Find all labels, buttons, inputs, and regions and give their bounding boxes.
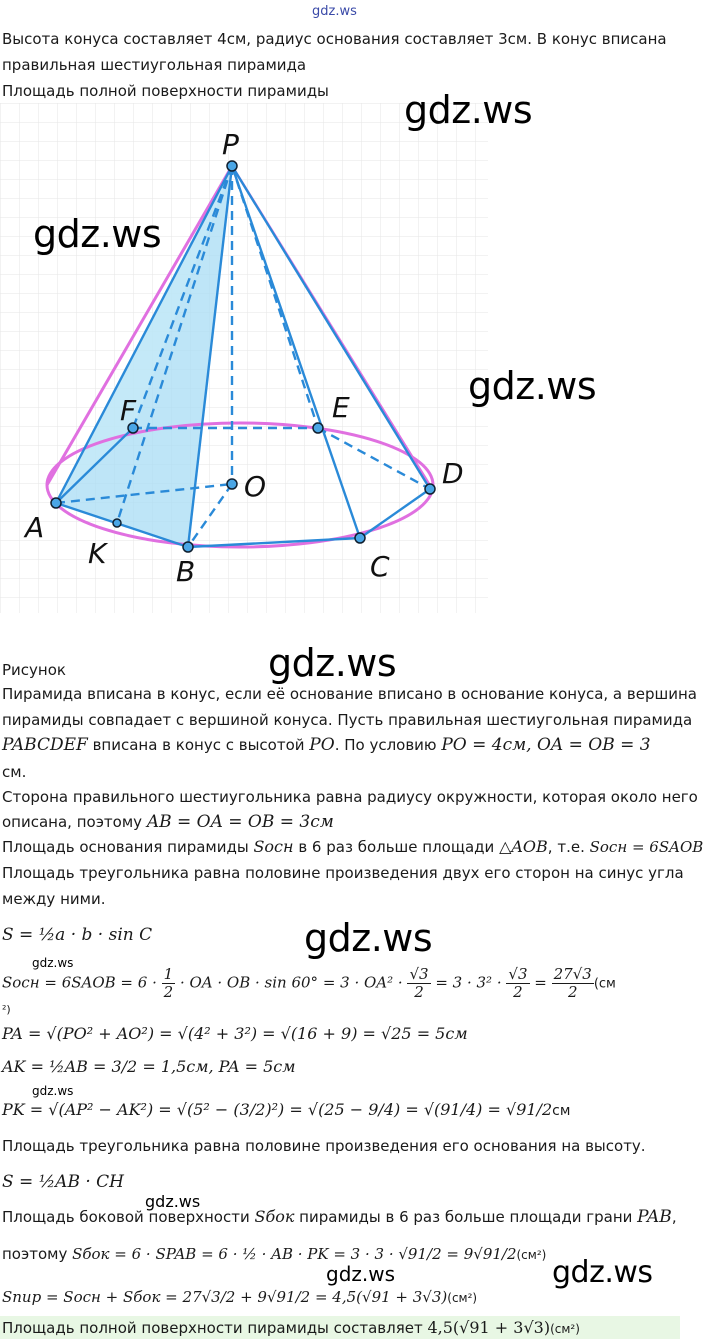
fraction-27sqrt3-2: $\frac{27√3}{2}$ — [553, 965, 592, 1001]
formula-lateral — [2, 1244, 546, 1265]
formula-ak: AK = ½AB = 3/2 = 1,5см, PA = 5см — [2, 1057, 296, 1076]
base-eq: Sосн = 6SAOB — [589, 838, 703, 856]
text: , — [671, 1208, 677, 1226]
point-c — [355, 533, 365, 543]
unit: см — [552, 1103, 571, 1119]
label-a: A — [25, 511, 45, 544]
unit: (см — [593, 976, 616, 992]
watermark-small: gdz.ws — [145, 1192, 201, 1211]
point-d — [425, 484, 435, 494]
unit: (см²) — [447, 1291, 478, 1305]
formula-pa: PA = √(PO² + AO²) = √(4² + 3²) = √(16 + 9) = √25 = 5см — [2, 1024, 468, 1043]
text: · OA · OB · sin 60° = 3 · OA² · — [175, 973, 408, 992]
watermark-small: gdz.ws — [32, 956, 74, 970]
solution-p2-line2 — [2, 812, 334, 832]
point-p — [227, 161, 237, 171]
fraction-sqrt3-2: $\frac{√3}{2}$ — [409, 965, 429, 1001]
watermark: gdz.ws — [304, 916, 433, 960]
label-o: O — [244, 470, 267, 503]
answer-unit: (см²) — [550, 1322, 580, 1336]
solution-p1-line2: пирамиды совпадает с вершиной конуса. Пусть правильная шестиугольная пирамида — [2, 711, 693, 729]
solution-p1-line1: Пирамида вписана в конус, если её основание вписано в основание конуса, а вершина — [2, 685, 697, 703]
formula-total — [2, 1287, 477, 1308]
solution-p1-line3 — [2, 735, 651, 755]
text: . По условию — [334, 736, 442, 754]
text: описана, поэтому — [2, 813, 147, 831]
total-eq: Sпир = Sосн + Sбок = 27√3/2 + 9√91/2 = 4,5(√91 + 3√3) — [2, 1288, 448, 1306]
point-o — [227, 479, 237, 489]
problem-line-1: Высота конуса составляет 4см, радиус основания составляет 3см. В конус вписана — [2, 30, 667, 48]
point-a — [51, 498, 61, 508]
answer-value: 4,5(√91 + 3√3) — [427, 1318, 551, 1337]
text: вписана в конус с высотой — [87, 736, 310, 754]
unit-wrap: ²) — [2, 1003, 11, 1016]
text: = 3 · 3² · — [430, 973, 507, 992]
solution-p4-line1: Площадь треугольника равна половине произведения двух его сторон на синус угла — [2, 864, 684, 882]
solution-p1-line4: см. — [2, 763, 27, 781]
problem-line-3: Площадь полной поверхности пирамиды — [2, 82, 329, 100]
text: пирамиды в 6 раз больше площади грани — [294, 1208, 638, 1226]
height-name: PO — [309, 735, 335, 755]
watermark-top: gdz.ws — [312, 4, 357, 19]
text: Sосн = 6SAOB = 6 · — [2, 973, 162, 992]
fraction-half: $\frac{1}{2}$ — [163, 965, 174, 1001]
point-e — [313, 423, 323, 433]
formula-area-sine: S = ½a · b · sin C — [2, 925, 153, 945]
text: поэтому — [2, 1245, 73, 1263]
grid-background — [0, 103, 488, 613]
solution-p4-line2: между ними. — [2, 890, 106, 908]
watermark-small: gdz.ws — [326, 1262, 396, 1286]
problem-line-2: правильная шестиугольная пирамида — [2, 56, 307, 74]
text: , т.е. — [547, 838, 590, 856]
s-lateral: Sбок — [254, 1207, 295, 1226]
formula-base-area — [2, 966, 616, 1001]
text: в 6 раз больше площади — [293, 838, 500, 856]
triangle-aob: △AOB — [499, 837, 548, 856]
condition-eq: PO = 4см, OA = OB = 3 — [441, 735, 651, 755]
label-e: E — [332, 391, 350, 424]
answer-text: Площадь полной поверхности пирамиды составляет — [2, 1319, 428, 1337]
text: PK = √(AP² − AK²) = √(5² − (3/2)²) = √(25 − 9/4) = √(91/4) = √91/2 — [2, 1100, 553, 1119]
watermark: gdz.ws — [404, 88, 533, 132]
watermark: gdz.ws — [268, 641, 397, 685]
label-p: P — [222, 128, 239, 161]
figure-caption: Рисунок — [2, 661, 66, 679]
solution-p5: Площадь треугольника равна половине произведения его основания на высоту. — [2, 1137, 646, 1155]
solution-p6 — [2, 1207, 677, 1227]
point-k — [113, 519, 121, 527]
unit: (см²) — [516, 1248, 547, 1262]
answer-row — [0, 1316, 680, 1339]
fraction-sqrt3-2: $\frac{√3}{2}$ — [508, 965, 528, 1001]
watermark: gdz.ws — [552, 1255, 653, 1290]
face-name: PAB — [637, 1207, 672, 1227]
label-d: D — [442, 457, 464, 490]
formula-area-height: S = ½AB · CH — [2, 1172, 124, 1192]
answer-line — [2, 1318, 580, 1337]
formula-pk — [2, 1100, 570, 1119]
pyramid-name: PABCDEF — [2, 735, 88, 755]
text: Площадь боковой поверхности — [2, 1208, 255, 1226]
s-base: Sосн — [253, 837, 294, 856]
text: = — [529, 973, 552, 992]
label-f: F — [120, 394, 137, 427]
watermark-small: gdz.ws — [32, 1084, 74, 1098]
label-b: B — [176, 555, 196, 588]
label-k: K — [88, 537, 107, 570]
label-c: C — [370, 550, 390, 583]
solution-p2-line1: Сторона правильного шестиугольника равна радиусу окружности, которая около него — [2, 788, 698, 806]
cone-pyramid-figure — [0, 103, 488, 613]
solution-p3 — [2, 837, 703, 857]
watermark: gdz.ws — [468, 364, 597, 408]
watermark: gdz.ws — [33, 212, 162, 256]
text: Площадь основания пирамиды — [2, 838, 254, 856]
lateral-eq: Sбок = 6 · SPAB = 6 · ½ · AB · PK = 3 · 3 · √91/2 = 9√91/2 — [72, 1245, 517, 1263]
side-eq: AB = OA = OB = 3см — [146, 812, 334, 832]
point-b — [183, 542, 193, 552]
